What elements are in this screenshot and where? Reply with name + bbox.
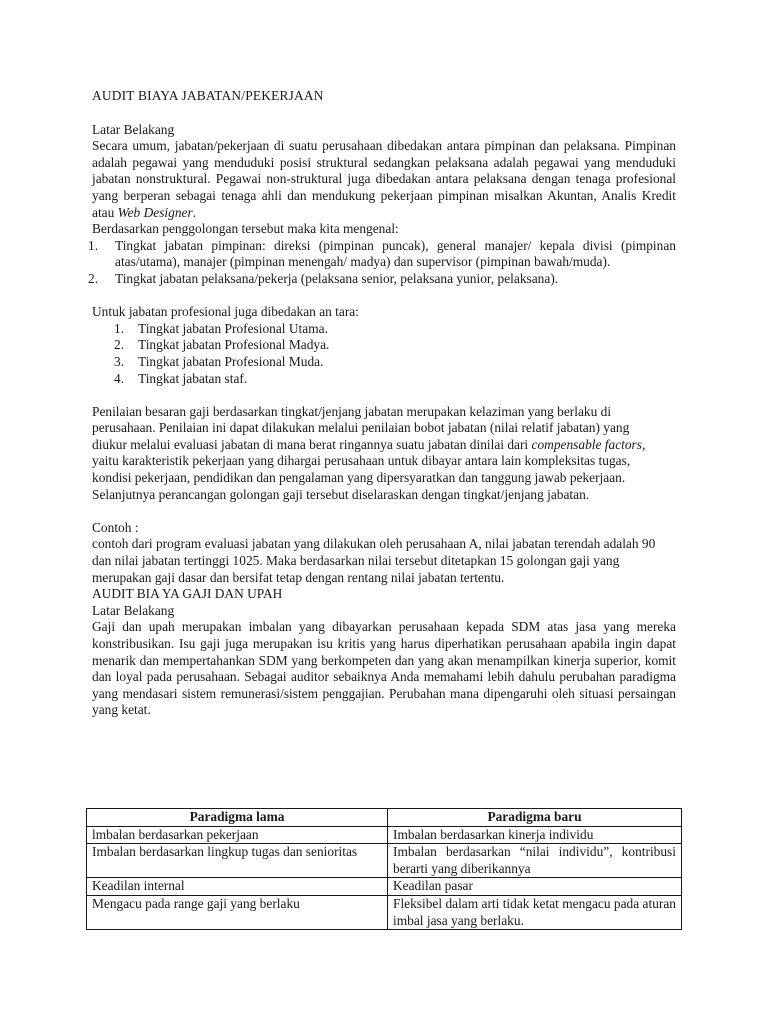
contoh-label: Contoh : <box>92 519 139 535</box>
list-item-text: Tingkat jabatan Profesional Madya. <box>138 337 330 353</box>
list-intro-profesional: Untuk jabatan profesional juga dibedakan an tara: <box>92 304 359 320</box>
list-item-number: 1. <box>88 237 99 253</box>
table-row <box>87 844 682 878</box>
list-tingkat-jabatan <box>88 237 676 288</box>
list-item-text: Tingkat jabatan Profesional Muda. <box>138 353 324 369</box>
list-item-text: Tingkat jabatan pelaksana/pekerja (pelaksana senior, pelaksana yunior, pelaksana). <box>115 270 559 286</box>
list-item <box>92 321 676 338</box>
table-row <box>87 878 682 896</box>
list-item <box>88 270 676 288</box>
table-cell: Imbalan berdasarkan “nilai individu”, kontribusi berarti yang diberikannya <box>388 844 682 878</box>
list-item <box>92 371 676 388</box>
table-cell: Mengacu pada range gaji yang berlaku <box>87 895 388 929</box>
paragraph-penilaian-text-a: Penilaian besaran gaji berdasarkan tingkat/jenjang jabatan merupakan kelaziman yang berlaku di perusahaan. Penilaian ini dapat dilakukan melalui penilaian bobot jabatan (nilai relatif jabatan) yang diukur melalui evaluasi jabatan di mana berat ringannya suatu jabatan dinilai dari <box>92 403 630 452</box>
table-cell: lmbalan berdasarkan pekerjaan <box>87 826 388 844</box>
table-cell: Keadilan pasar <box>388 878 682 896</box>
table-cell: Keadilan internal <box>87 878 388 896</box>
paragraph-jabatan <box>92 138 676 221</box>
list-item <box>92 354 676 371</box>
table-cell: Imbalan berdasarkan lingkup tugas dan senioritas <box>87 844 388 878</box>
table-cell: Fleksibel dalam arti tidak ketat mengacu pada aturan imbal jasa yang berlaku. <box>388 895 682 929</box>
paragraph-jabatan-end: . <box>192 204 197 220</box>
paragraph-contoh: contoh dari program evaluasi jabatan yang dilakukan oleh perusahaan A, nilai jabatan terendah adalah 90 dan nilai jabatan tertinggi 1025. Maka berdasarkan nilai tersebut ditetapkan 15 golongan gaji yang merupakan gaji dasar dan bersifat tetap dengan rentang nilai jabatan tertentu. <box>92 536 656 585</box>
paragraph-gaji-upah: Gaji dan upah merupakan imbalan yang dibayarkan perusahaan kepada SDM atas jasa yang mereka konstribusikan. Isu gaji juga merupakan isu kritis yang harus diperhatikan perusahaan apabila ingin dapat menarik dan mempertahankan SDM yang berkompeten dan yang akan menampilkan kinerja superior, komit dan loyal pada perusahaan. Sebagai auditor sebaiknya Anda memahami lebih dahulu perubahan paradigma yang mendasari sistem remunerasi/sistem penggajian. Perubahan mana dipengaruhi oleh situasi persaingan yang ketat. <box>92 619 676 718</box>
subheading-latar-belakang-2: Latar Belakang <box>92 602 175 618</box>
list-item-number: 2. <box>114 337 125 353</box>
list-item-text: Tingkat jabatan staf. <box>138 370 248 386</box>
paragraph-penilaian-emphasis: compensable factors, <box>531 436 646 452</box>
list-item-text: Tingkat jabatan pimpinan: direksi (pimpinan puncak), general manajer/ kepala divisi (pimpinan atas/utama), manajer (pimpinan menengah/ madya) dan supervisor (pimpinan bawah/muda). <box>115 237 676 270</box>
table-row <box>87 895 682 929</box>
list-intro-penggolongan: Berdasarkan penggolongan tersebut maka kita mengenal: <box>92 221 399 237</box>
list-item <box>92 337 676 354</box>
subheading-latar-belakang: Latar Belakang <box>92 121 175 137</box>
list-item-number: 3. <box>114 353 125 369</box>
section-title-audit-gaji: AUDIT BIA YA GAJI DAN UPAH <box>92 586 283 602</box>
list-item-text: Tingkat jabatan Profesional Utama. <box>138 320 328 336</box>
document-body <box>88 88 676 719</box>
table-header-row <box>87 809 682 827</box>
table-cell: Imbalan berdasarkan kinerja individu <box>388 826 682 844</box>
paragraph-penilaian-gaji <box>92 404 676 504</box>
column-header-paradigma-baru: Paradigma baru <box>388 809 682 827</box>
list-item-number: 4. <box>114 370 125 386</box>
paragraph-jabatan-text: Secara umum, jabatan/pekerjaan di suatu perusahaan dibedakan antara pimpinan dan pelaksana. Pimpinan adalah pegawai yang menduduki posisi struktural sedangkan pelaksana adalah pegawai yang menduduki jabatan nonstruktural. Pegawai non-struktural juga dibedakan antara pelaksana dengan tenaga profesional yang berperan sebagai tenaga ahli dan mendukung pekerjaan pimpinan misalkan Akuntan, Analis Kredit atau <box>92 138 676 220</box>
paragraph-penilaian-text-b: yaitu karakteristik pekerjaan yang dihargai perusahaan untuk dibayar antara lain kompleksitas tugas, kondisi pekerjaan, pendidikan dan pengalaman yang dipersyaratkan dan tanggung jawab pekerjaan. Selanjutnya perancangan golongan gaji tersebut diselaraskan dengan tingkat/jenjang jabatan. <box>92 453 631 502</box>
list-item-number: 1. <box>114 320 125 336</box>
column-header-paradigma-lama: Paradigma lama <box>87 809 388 827</box>
list-item-number: 2. <box>88 270 99 286</box>
section-title-audit-jabatan: AUDIT BIAYA JABATAN/PEKERJAAN <box>92 88 324 103</box>
list-item <box>88 237 676 271</box>
paradigm-table <box>86 808 682 930</box>
table-row <box>87 826 682 844</box>
list-jabatan-profesional <box>92 321 676 387</box>
paragraph-jabatan-emphasis: Web Designer <box>117 204 193 220</box>
